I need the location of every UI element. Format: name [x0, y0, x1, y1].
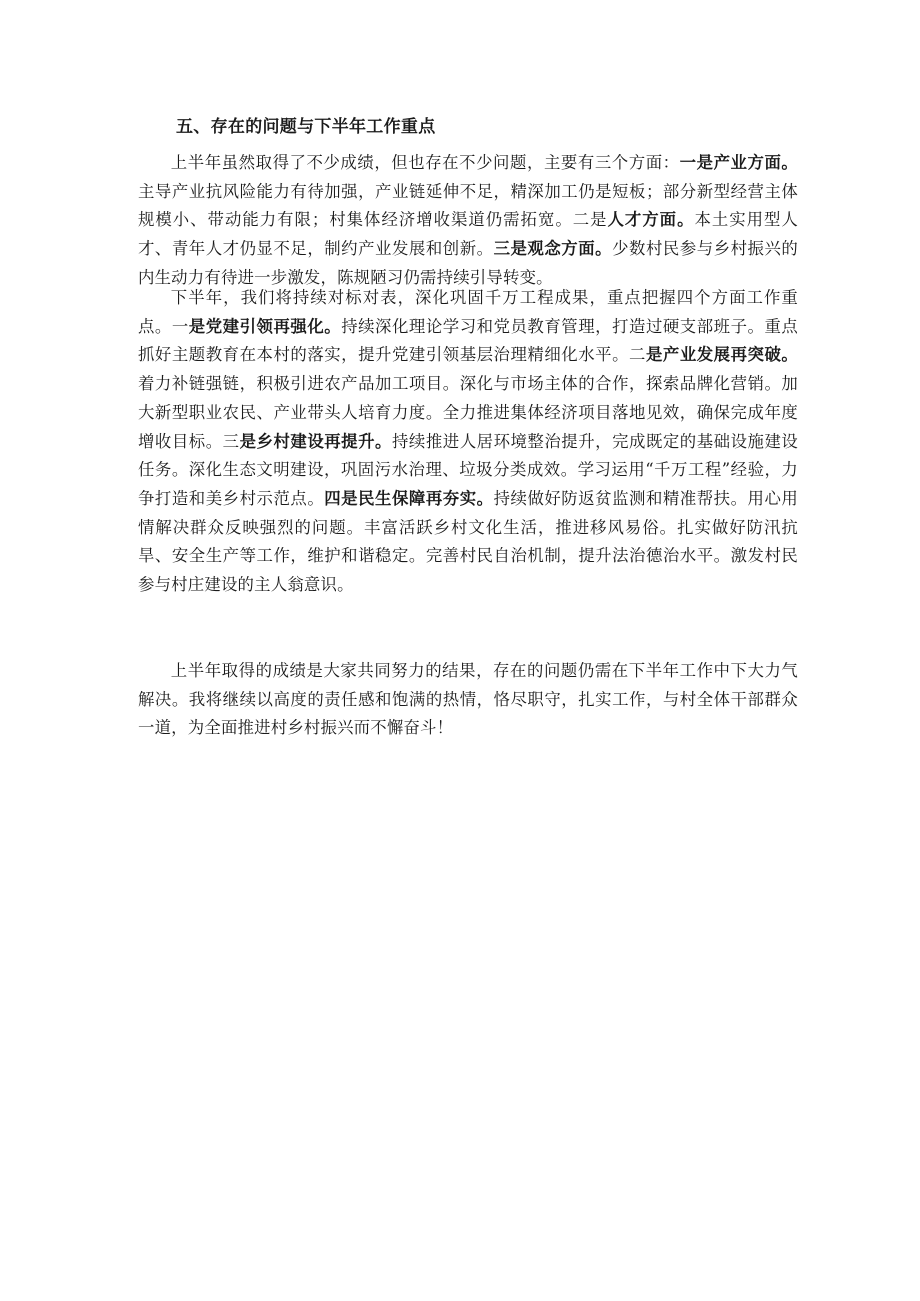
- emphasis-rural-construction: 是乡村建设再提升。: [239, 431, 392, 451]
- emphasis-industry-development: 是产业发展再突破。: [645, 345, 798, 365]
- emphasis-mindset: 三是观念方面。: [493, 239, 613, 259]
- paragraph-conclusion: 上半年取得的成绩是大家共同努力的结果，存在的问题仍需在下半年工作中下大力气解决。我将继续以高度的责任感和饱满的热情，恪尽职守，扎实工作，与村全体干部群众一道，为全面推进村乡村振兴而不懈奋斗！: [138, 661, 798, 738]
- paragraph-text: 主导产业抗风险能力有待加强，产业链延伸不足，精深加工仍是短板；部分新型经营主体规模小、带动能力有限；村集体经济增收渠道仍需拓宽。二是: [138, 181, 798, 230]
- section-heading: 五、存在的问题与下半年工作重点: [176, 117, 436, 137]
- paragraph-text: 着力补链强链，积极引进农产品加工项目。深化与市场主体的合作，探索品牌化营销。加大新型职业农民、产业带头人培育力度。全力推进集体经济项目落地见效，确保完成年度增收目标。三: [138, 374, 798, 451]
- paragraph-problems: [138, 149, 798, 293]
- paragraph-plans: [138, 284, 798, 600]
- emphasis-party-building: 是党建引领再强化。: [188, 316, 342, 336]
- emphasis-livelihood: 四是民生保障再夯实。: [324, 488, 494, 508]
- emphasis-talent: 人才方面。: [607, 210, 695, 230]
- paragraph-text: 少数村民参与乡村振兴的内生动力有待进一步激发，陈规陋习仍需持续引导转变。: [138, 239, 798, 287]
- paragraph-text: 上半年虽然取得了不少成绩，但也存在不少问题，主要有三个方面：: [170, 153, 680, 172]
- paragraph-text: 持续做好防返贫监测和精准帮扶。用心用情解决群众反映强烈的问题。丰富活跃乡村文化生活，推进移风易俗。扎实做好防汛抗旱、安全生产等工作，维护和谐稳定。完善村民自治机制，提升法治德治水平。激发村民参与村庄建设的主人翁意识。: [138, 488, 799, 595]
- paragraph-text: 下半年，我们将持续对标对表，深化巩固千万工程成果，重点把握四个方面工作重点。一: [138, 288, 798, 336]
- emphasis-industry: 一是产业方面。: [679, 153, 798, 172]
- paragraph-text: 持续深化理论学习和党员教育管理，打造过硬支部班子。重点抓好主题教育在本村的落实，提升党建引领基层治理精细化水平。二: [138, 316, 798, 365]
- paragraph-text: 持续推进人居环境整治提升，完成既定的基础设施建设任务。深化生态文明建设，巩固污水治理、垃圾分类成效。学习运用“千万工程”经验，力争打造和美乡村示范点。: [138, 431, 798, 508]
- paragraph-text: 本土实用型人才、青年人才仍显不足，制约产业发展和创新。: [138, 210, 799, 259]
